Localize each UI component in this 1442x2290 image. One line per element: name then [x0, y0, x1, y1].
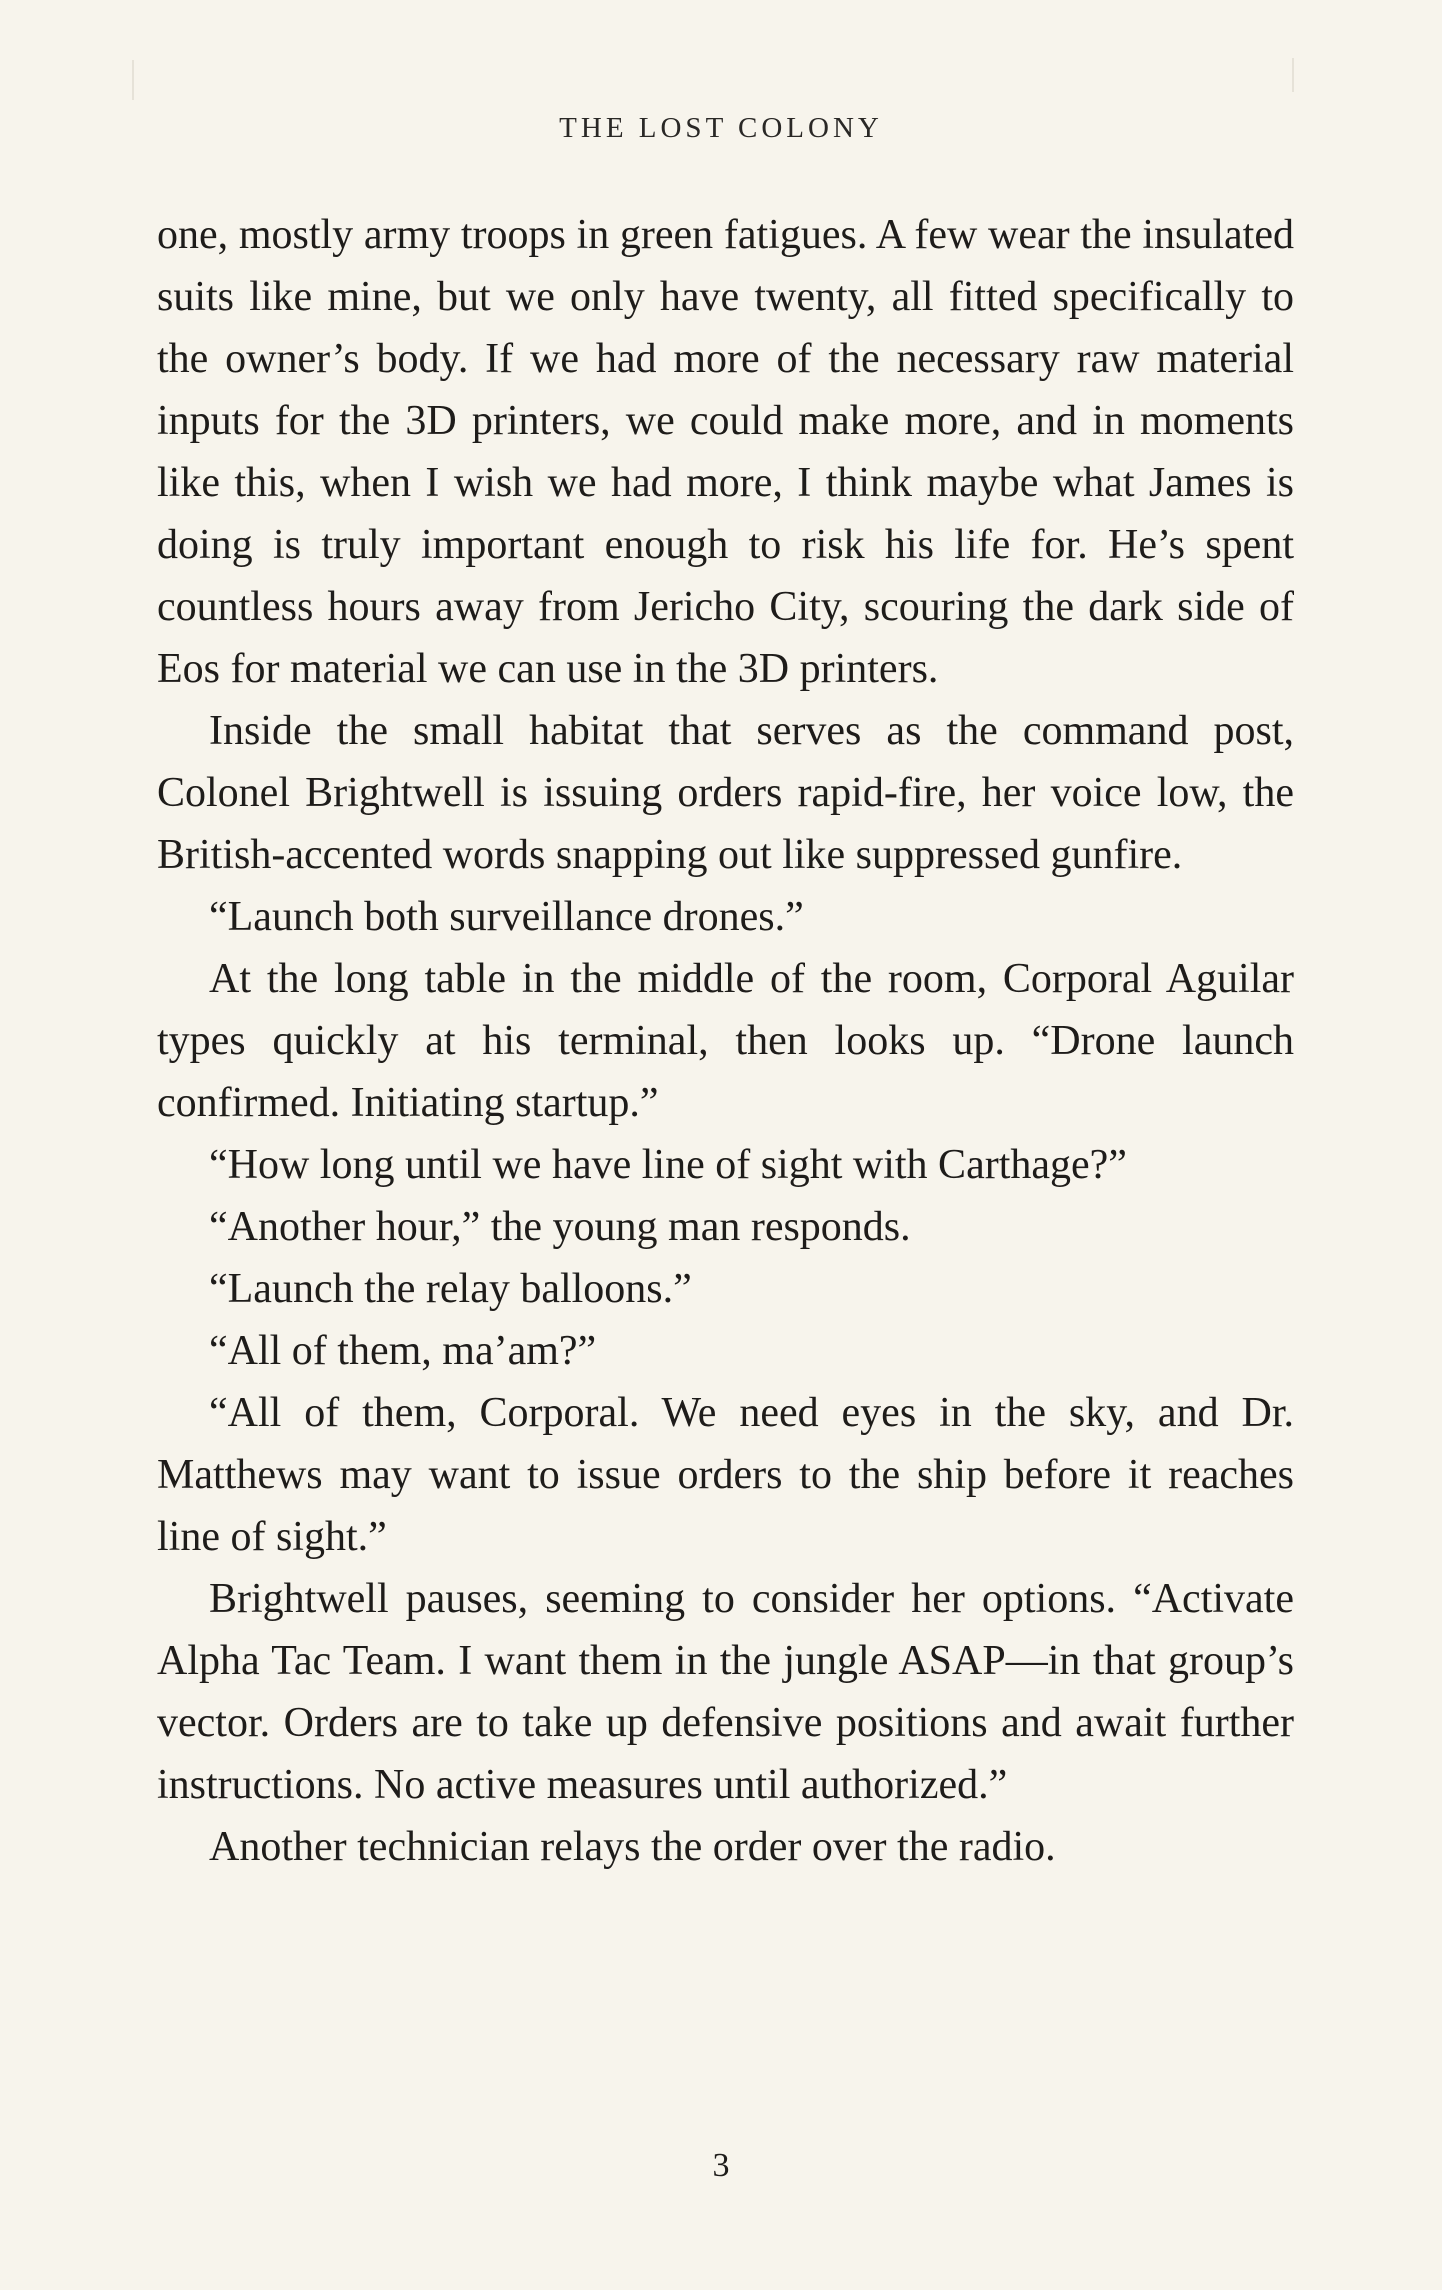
paragraph-9: “All of them, Corporal. We need eyes in the sky, and Dr. Matthews may want to issue orders to the ship before it reaches line of sight.”: [157, 1390, 1294, 1560]
paragraph-1: one, mostly army troops in green fatigues. A few wear the insulated suits like mine, but we only have twenty, all fitted specifically to the owner’s body. If we had more of the necessary raw material inputs for the 3D printers, we could make more, and in moments like this, when I wish we had more, I think maybe what James is doing is truly important enough to risk his life for. He’s spent countless hours away from Jericho City, scouring the dark side of Eos for material we can use in the 3D printers.: [157, 212, 1294, 692]
running-head: THE LOST COLONY: [559, 112, 883, 144]
page-number: 3: [712, 2147, 730, 2184]
paragraph-4: At the long table in the middle of the room, Corporal Aguilar types quickly at his terminal, then looks up. “Drone launch confirmed. Initiating startup.”: [157, 956, 1294, 1126]
scan-line-right: [1292, 58, 1294, 92]
paragraph-10: Brightwell pauses, seeming to consider her options. “Activate Alpha Tac Team. I want them in the jungle ASAP—in that group’s vector. Orders are to take up defensive positions and await further instructions. No active measures until authorized.”: [157, 1576, 1294, 1808]
paragraph-3: “Launch both surveillance drones.”: [209, 894, 804, 940]
paragraph-8: “All of them, ma’am?”: [209, 1328, 597, 1374]
paragraph-7: “Launch the relay balloons.”: [209, 1266, 692, 1312]
paragraph-11: Another technician relays the order over the radio.: [209, 1824, 1056, 1870]
body-text: [157, 204, 1294, 1878]
paragraph-6: “Another hour,” the young man responds.: [209, 1204, 911, 1250]
paragraph-5: “How long until we have line of sight with Carthage?”: [209, 1142, 1127, 1188]
paragraph-2: Inside the small habitat that serves as the command post, Colonel Brightwell is issuing orders rapid-fire, her voice low, the British-accented words snapping out like suppressed gunfire.: [157, 708, 1294, 878]
scan-line-left: [132, 60, 134, 100]
